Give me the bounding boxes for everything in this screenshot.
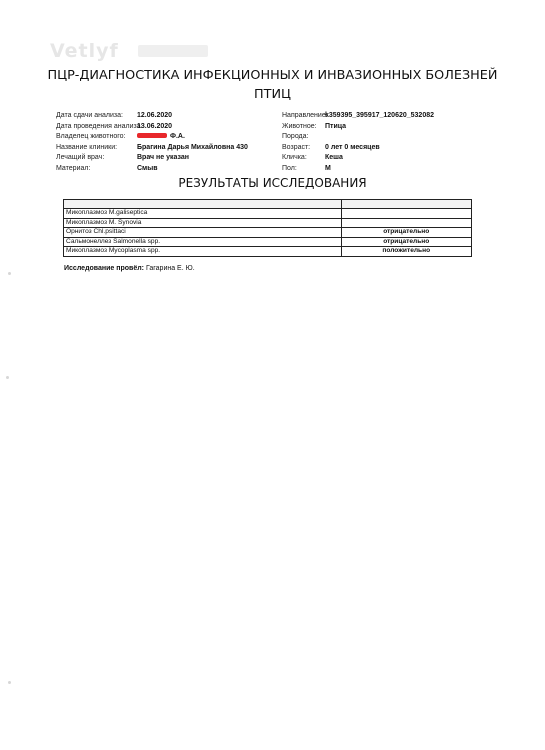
title-line-1: ПЦР-ДИАГНОСТИКА ИНФЕКЦИОННЫХ И ИНВАЗИОННЫХ БОЛЕЗНЕЙ (47, 68, 498, 83)
test-result-cell: положительно (341, 247, 471, 257)
info-row-nickname (282, 153, 522, 164)
table-row (64, 247, 472, 257)
title-line-2: ПТИЦ (254, 87, 291, 102)
scan-speck (8, 272, 11, 275)
info-label: Название клиники: (56, 143, 118, 151)
info-label: Лечащий врач: (56, 154, 105, 161)
results-heading: РЕЗУЛЬТАТЫ ИССЛЕДОВАНИЯ (178, 176, 367, 190)
test-result-cell: отрицательно (341, 237, 471, 247)
info-value: Врач не указан (137, 154, 190, 161)
test-result-cell: отрицательно (341, 228, 471, 238)
info-value: 12.06.2020 (137, 112, 173, 119)
watermark-logo: Vetlyf (50, 40, 119, 62)
table-row (64, 228, 472, 238)
info-row-submission-date (56, 111, 286, 122)
redaction-mark (137, 133, 167, 138)
info-row-breed (282, 132, 522, 143)
test-result-cell (341, 209, 471, 219)
scan-speck (6, 376, 9, 379)
info-value: Смыв (137, 164, 158, 172)
info-label: Пол: (282, 164, 297, 172)
table-row (64, 237, 472, 247)
test-name-cell: Сальмонеллез Salmonella spp. (64, 237, 342, 247)
info-value: Кеша (325, 154, 343, 161)
scan-speck (8, 681, 11, 684)
test-name-cell: Микоплазмоз M. Synovia (64, 218, 342, 228)
info-value: 0 лет 0 месяцев (325, 143, 380, 151)
info-row-referral (282, 111, 522, 122)
info-value: k359395_395917_120620_532082 (325, 112, 435, 119)
info-row-animal (282, 122, 522, 133)
info-label: Животное: (282, 122, 317, 130)
info-row-owner (56, 132, 286, 143)
conducted-by-name: Гагарина Е. Ю. (145, 265, 195, 272)
info-value: 13.06.2020 (137, 122, 173, 130)
info-label: Возраст: (282, 143, 311, 151)
info-row-clinic (56, 143, 286, 154)
info-value: Птица (325, 122, 347, 130)
test-name-cell: Орнитоз Chl.psittaci (64, 228, 342, 238)
info-label: Дата сдачи анализа: (56, 112, 123, 119)
results-header-row (64, 200, 472, 209)
table-row (64, 218, 472, 228)
table-row (64, 209, 472, 219)
watermark-smudge (138, 45, 208, 57)
info-value: Брагина Дарья Михайловна 430 (137, 143, 248, 151)
owner-initials: Ф.А. (170, 133, 185, 140)
results-table (63, 199, 472, 257)
info-row-analysis-date (56, 122, 286, 133)
patient-info-left (56, 111, 286, 174)
document-title (0, 66, 545, 104)
info-label: Порода: (282, 133, 309, 140)
info-row-sex (282, 164, 522, 175)
info-label: Материал: (56, 164, 91, 172)
info-value-owner (137, 132, 185, 143)
info-label: Направление: (282, 112, 328, 119)
info-row-age (282, 143, 522, 154)
conducted-by (64, 265, 195, 272)
test-name-cell: Микоплазмоз Mycoplasma spp. (64, 247, 342, 257)
results-header-cell (64, 200, 342, 209)
info-label: Дата проведения анализа: (56, 122, 143, 130)
info-label: Владелец животного: (56, 133, 126, 140)
results-header-cell (341, 200, 471, 209)
conducted-by-label: Исследование провёл: (64, 265, 145, 272)
info-row-doctor (56, 153, 286, 164)
info-value: М (325, 164, 331, 172)
info-label: Кличка: (282, 154, 307, 161)
test-name-cell: Микоплазмоз M.galiseptica (64, 209, 342, 219)
test-result-cell (341, 218, 471, 228)
info-row-material (56, 164, 286, 175)
patient-info-right (282, 111, 522, 174)
